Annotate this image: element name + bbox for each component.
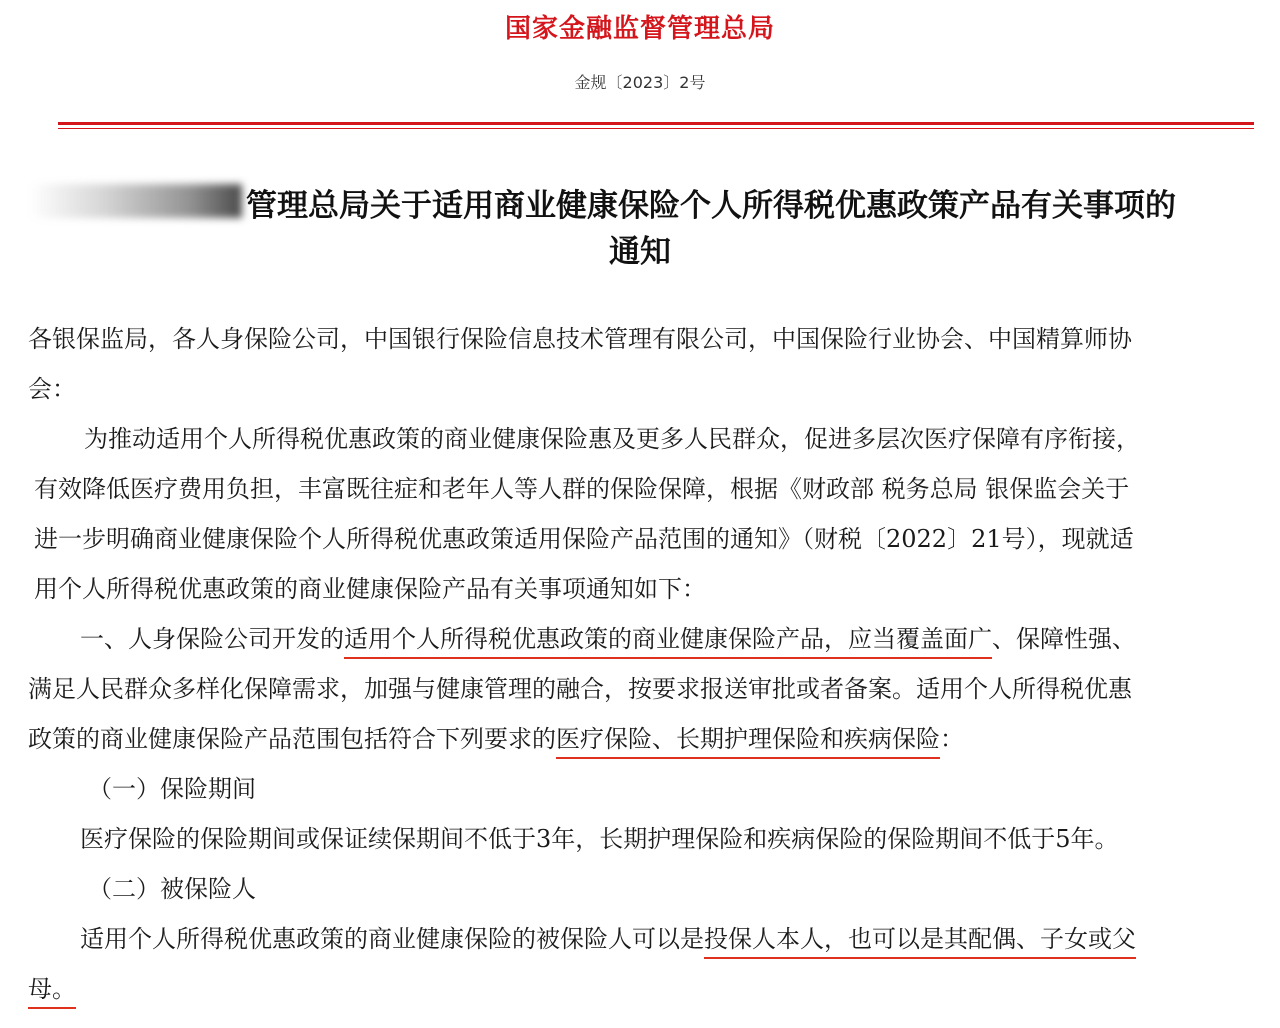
underlined-phrase: 投保人本人，也可以是其配偶、子女或父	[704, 925, 1136, 953]
subsection-heading: （一）保险期间	[88, 775, 256, 803]
document-number: 金规〔2023〕2号	[574, 73, 706, 92]
underlined-phrase: 母。	[28, 975, 76, 1003]
section-one-tail: 、保障性强、	[992, 625, 1136, 653]
section-one-lead: 一、人身保险公司开发的	[80, 625, 344, 653]
header-divider	[58, 122, 1254, 125]
paragraph-line: 为推动适用个人所得税优惠政策的商业健康保险惠及更多人民群众，促进多层次医疗保障有序衔接，	[84, 425, 1140, 453]
section-one-tail: ：	[940, 725, 964, 753]
underlined-phrase: 适用个人所得税优惠政策的商业健康保险产品，应当覆盖面广	[344, 625, 992, 653]
subsection-text	[28, 964, 76, 1014]
underlined-phrase: 医疗保险、长期护理保险和疾病保险	[556, 725, 940, 753]
paragraph-line: 有效降低医疗费用负担，丰富既往症和老年人等人群的保险保障，根据《财政部 税务总局 银保监会关于	[34, 475, 1130, 503]
section-one-line: 满足人民群众多样化保障需求，加强与健康管理的融合，按要求报送审批或者备案。适用个人所得税优惠	[28, 675, 1132, 703]
issuing-agency-header: 国家金融监督管理总局	[504, 14, 775, 44]
section-one-line	[28, 714, 964, 764]
section-one-line	[80, 614, 1136, 664]
addressee-line: 会：	[28, 375, 76, 403]
document-title: 管理总局关于适用商业健康保险个人所得税优惠政策产品有关事项的	[246, 188, 1176, 224]
subsection-text	[80, 914, 1136, 964]
subsection-text: 医疗保险的保险期间或保证续保期间不低于3年，长期护理保险和疾病保险的保险期间不低于5年。	[80, 825, 1119, 853]
paragraph-line: 用个人所得税优惠政策的商业健康保险产品有关事项通知如下：	[34, 575, 706, 603]
redacted-blur	[30, 184, 242, 218]
subsection-lead: 适用个人所得税优惠政策的商业健康保险的被保险人可以是	[80, 925, 704, 953]
subsection-heading: （二）被保险人	[88, 875, 256, 903]
paragraph-line: 进一步明确商业健康保险个人所得税优惠政策适用保险产品范围的通知》（财税〔2022〕21号），现就适	[34, 525, 1134, 553]
document-title-line2: 通知	[609, 234, 671, 270]
addressee-line: 各银保监局，各人身保险公司，中国银行保险信息技术管理有限公司，中国保险行业协会、中国精算师协	[28, 325, 1132, 353]
header-divider-thin	[58, 128, 1254, 129]
section-one-lead: 政策的商业健康保险产品范围包括符合下列要求的	[28, 725, 556, 753]
